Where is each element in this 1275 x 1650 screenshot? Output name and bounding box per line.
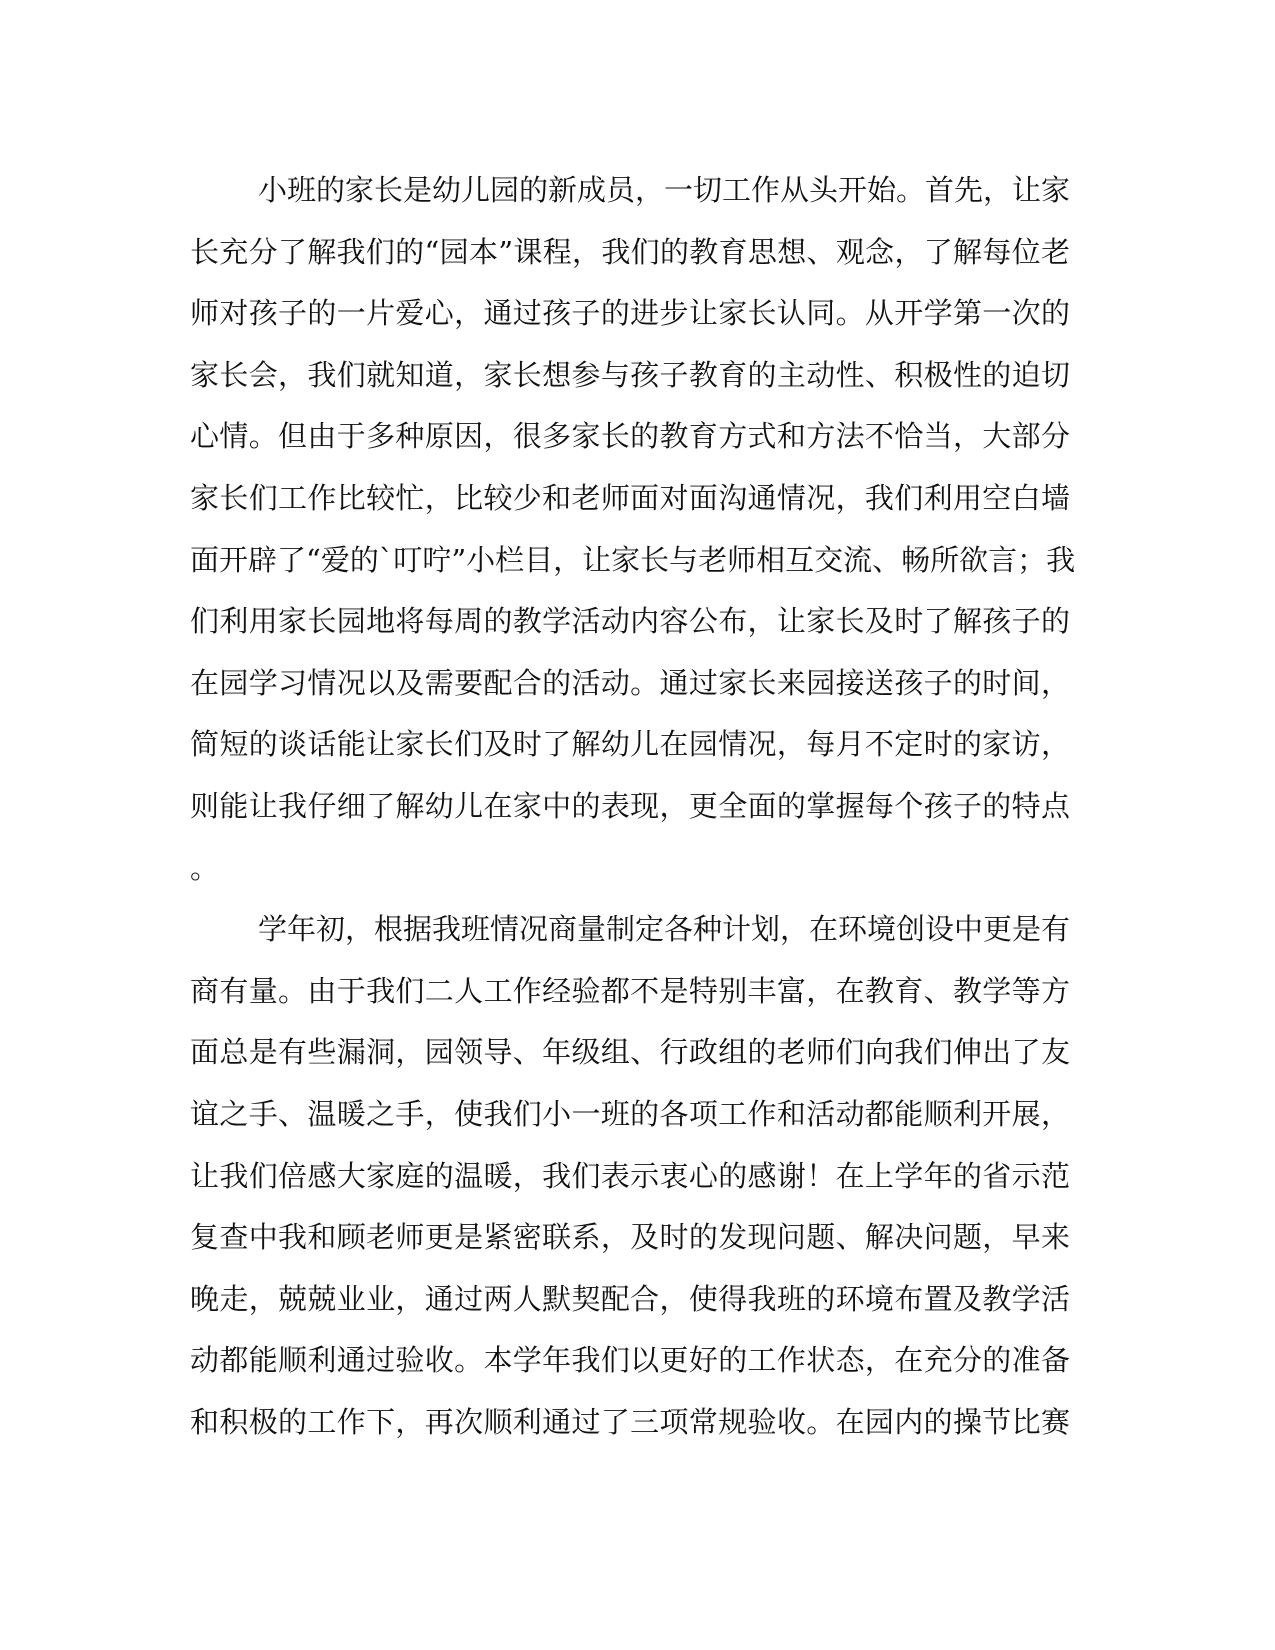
text-line: 晚走，兢兢业业，通过两人默契配合，使得我班的环境布置及教学活 [190, 1281, 1070, 1316]
document-body [190, 160, 1076, 1453]
text-line: 商有量。由于我们二人工作经验都不是特别丰富，在教育、教学等方 [190, 973, 1070, 1008]
text-line: 心情。但由于多种原因，很多家长的教育方式和方法不恰当，大部分 [190, 419, 1070, 454]
text-line: 学年初，根据我班情况商量制定各种计划，在环境创设中更是有 [258, 912, 1071, 947]
paragraph-parent-communication [190, 160, 1076, 899]
paragraph-school-year-plan [190, 899, 1070, 1453]
text-line: 面开辟了“爱的`叮咛”小栏目，让家长与老师相互交流、畅所欲言；我 [190, 542, 1076, 577]
text-line: 长充分了解我们的“园本”课程，我们的教育思想、观念，了解每位老 [190, 234, 1070, 269]
text-line: 。 [190, 850, 220, 885]
text-line: 家长们工作比较忙，比较少和老师面对面沟通情况，我们利用空白墙 [190, 480, 1070, 515]
text-line: 面总是有些漏洞，园领导、年级组、行政组的老师们向我们伸出了友 [190, 1035, 1070, 1070]
text-line: 简短的谈话能让家长们及时了解幼儿在园情况，每月不定时的家访， [190, 727, 1070, 762]
text-line: 家长会，我们就知道，家长想参与孩子教育的主动性、积极性的迫切 [190, 357, 1070, 392]
text-line: 复查中我和顾老师更是紧密联系，及时的发现问题、解决问题，早来 [190, 1220, 1070, 1255]
text-line: 谊之手、温暖之手，使我们小一班的各项工作和活动都能顺利开展， [190, 1096, 1070, 1131]
text-line: 师对孩子的一片爱心，通过孩子的进步让家长认同。从开学第一次的 [190, 296, 1070, 331]
text-line: 们利用家长园地将每周的教学活动内容公布，让家长及时了解孩子的 [190, 604, 1070, 639]
text-line: 动都能顺利通过验收。本学年我们以更好的工作状态，在充分的准备 [190, 1343, 1070, 1378]
text-line: 则能让我仔细了解幼儿在家中的表现，更全面的掌握每个孩子的特点 [190, 788, 1070, 823]
text-line: 小班的家长是幼儿园的新成员，一切工作从头开始。首先，让家 [258, 173, 1071, 207]
text-line: 在园学习情况以及需要配合的活动。通过家长来园接送孩子的时间， [190, 665, 1070, 700]
text-line: 和积极的工作下，再次顺利通过了三项常规验收。在园内的操节比赛 [190, 1404, 1070, 1439]
text-line: 让我们倍感大家庭的温暖，我们表示衷心的感谢！在上学年的省示范 [190, 1158, 1070, 1193]
